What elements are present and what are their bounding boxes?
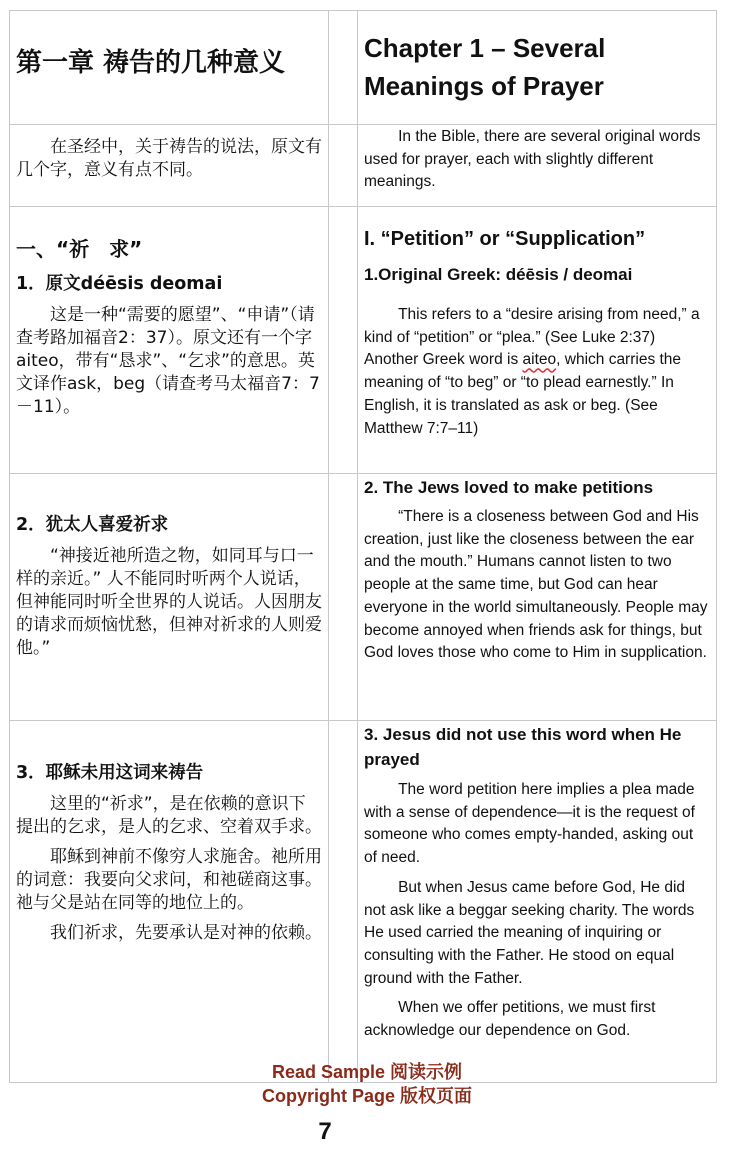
en-cell bbox=[358, 11, 717, 125]
subsection-heading-en: 3. Jesus did not use this word when He prayed bbox=[364, 725, 682, 769]
intro-paragraph-en: In the Bible, there are several original words used for prayer, each with slightly different meanings. bbox=[364, 128, 701, 191]
page-number: 7 bbox=[318, 1118, 332, 1145]
paragraph-en-part-a: This refers to a “desire arising from need,” a kind of “petition” or “plea.” (See Luke 2:37) Another Greek word is bbox=[364, 306, 700, 369]
chapter-title-zh: 第一章 祷告的几种意义 bbox=[16, 48, 286, 78]
zh-cell bbox=[10, 207, 329, 474]
paragraph-zh: “神接近祂所造之物，如同耳与口一样的亲近。” 人不能同时听两个人说话，但神能同时听全世界的人说话。人因朋友的请求而烦恼忧愁，但神对祈求的人则爱他。” bbox=[16, 546, 322, 658]
en-cell bbox=[358, 474, 717, 721]
footer-read-sample: Read Sample 阅读示例 bbox=[271, 1062, 463, 1082]
paragraph-zh: 这里的“祈求”，是在依赖的意识下提出的乞求，是人的乞求、空着双手求。 bbox=[16, 794, 322, 837]
spacer-cell bbox=[329, 721, 358, 1083]
footer-copyright-page: Copyright Page 版权页面 bbox=[261, 1086, 472, 1106]
spacer-cell bbox=[329, 474, 358, 721]
subsection-heading-zh: 1．原文déēsis deomai bbox=[16, 274, 223, 294]
en-cell bbox=[358, 125, 717, 207]
subsection-heading-zh: 3．耶稣未用这词来祷告 bbox=[16, 763, 204, 783]
table-row-section-3 bbox=[10, 721, 717, 1083]
subsection-heading-en: 2. The Jews loved to make petitions bbox=[364, 478, 654, 497]
table-row-intro bbox=[10, 125, 717, 207]
paragraph-en: The word petition here implies a plea made with a sense of dependence—it is the request of someone who comes empty-handed, asking out of need. bbox=[364, 781, 695, 867]
en-cell bbox=[358, 721, 717, 1083]
table-row-title bbox=[10, 11, 717, 125]
paragraph-zh: 我们祈求，先要承认是对神的依赖。 bbox=[50, 923, 322, 943]
spacer-cell bbox=[329, 125, 358, 207]
paragraph-en-part-b: , which carries the meaning of “to beg” or “to plead earnestly.” In English, it is translated as ask or beg. (See Matthew 7:7–11) bbox=[364, 351, 682, 437]
table-row-section-1 bbox=[10, 207, 717, 474]
bilingual-table bbox=[9, 10, 717, 1083]
chapter-title-en-line1: Chapter 1 – Several bbox=[364, 33, 606, 63]
intro-paragraph-zh: 在圣经中，关于祷告的说法，原文有几个字，意义有点不同。 bbox=[16, 137, 322, 180]
paragraph-en: When we offer petitions, we must first acknowledge our dependence on God. bbox=[364, 999, 656, 1040]
paragraph-en bbox=[364, 304, 710, 440]
paragraph-en: “There is a closeness between God and His creation, just like the closeness between the ear and the mouth.” Humans cannot listen to two people at the same time, but God can hear everyone in the world simultaneously. People may become annoyed when friends ask for things, but God loves those who come to Him in supplication. bbox=[364, 508, 708, 662]
spellcheck-word: aiteo bbox=[522, 351, 557, 369]
section-heading-zh: 一、“祈 求” bbox=[16, 237, 143, 261]
zh-cell bbox=[10, 474, 329, 721]
zh-cell bbox=[10, 125, 329, 207]
zh-cell bbox=[10, 721, 329, 1083]
subsection-heading-zh: 2．犹太人喜爱祈求 bbox=[16, 515, 169, 535]
paragraph-en: But when Jesus came before God, He did not ask like a beggar seeking charity. The words He used carried the meaning of inquiring or consulting with the Father. He stood on equal ground with the Father. bbox=[364, 878, 695, 987]
table-row-section-2 bbox=[10, 474, 717, 721]
subsection-heading-en: 1.Original Greek: déēsis / deomai bbox=[364, 265, 633, 284]
paragraph-zh: 这是一种“需要的愿望”、“申请”（请查考路加福音2：37）。原文还有一个字aiteo，带有“恳求”、“乞求”的意思。英文译作ask，beg（请查考马太福音7：7－11）。 bbox=[16, 305, 320, 417]
zh-cell bbox=[10, 11, 329, 125]
paragraph-zh: 耶稣到神前不像穷人求施舍。祂所用的词意：我要向父求问，和祂磋商这事。祂与父是站在同等的地位上的。 bbox=[16, 847, 322, 913]
chapter-title-en-line2: Meanings of Prayer bbox=[364, 71, 604, 101]
spacer-cell bbox=[329, 11, 358, 125]
section-heading-en: I. “Petition” or “Supplication” bbox=[364, 228, 646, 250]
spacer-cell bbox=[329, 207, 358, 474]
en-cell bbox=[358, 207, 717, 474]
